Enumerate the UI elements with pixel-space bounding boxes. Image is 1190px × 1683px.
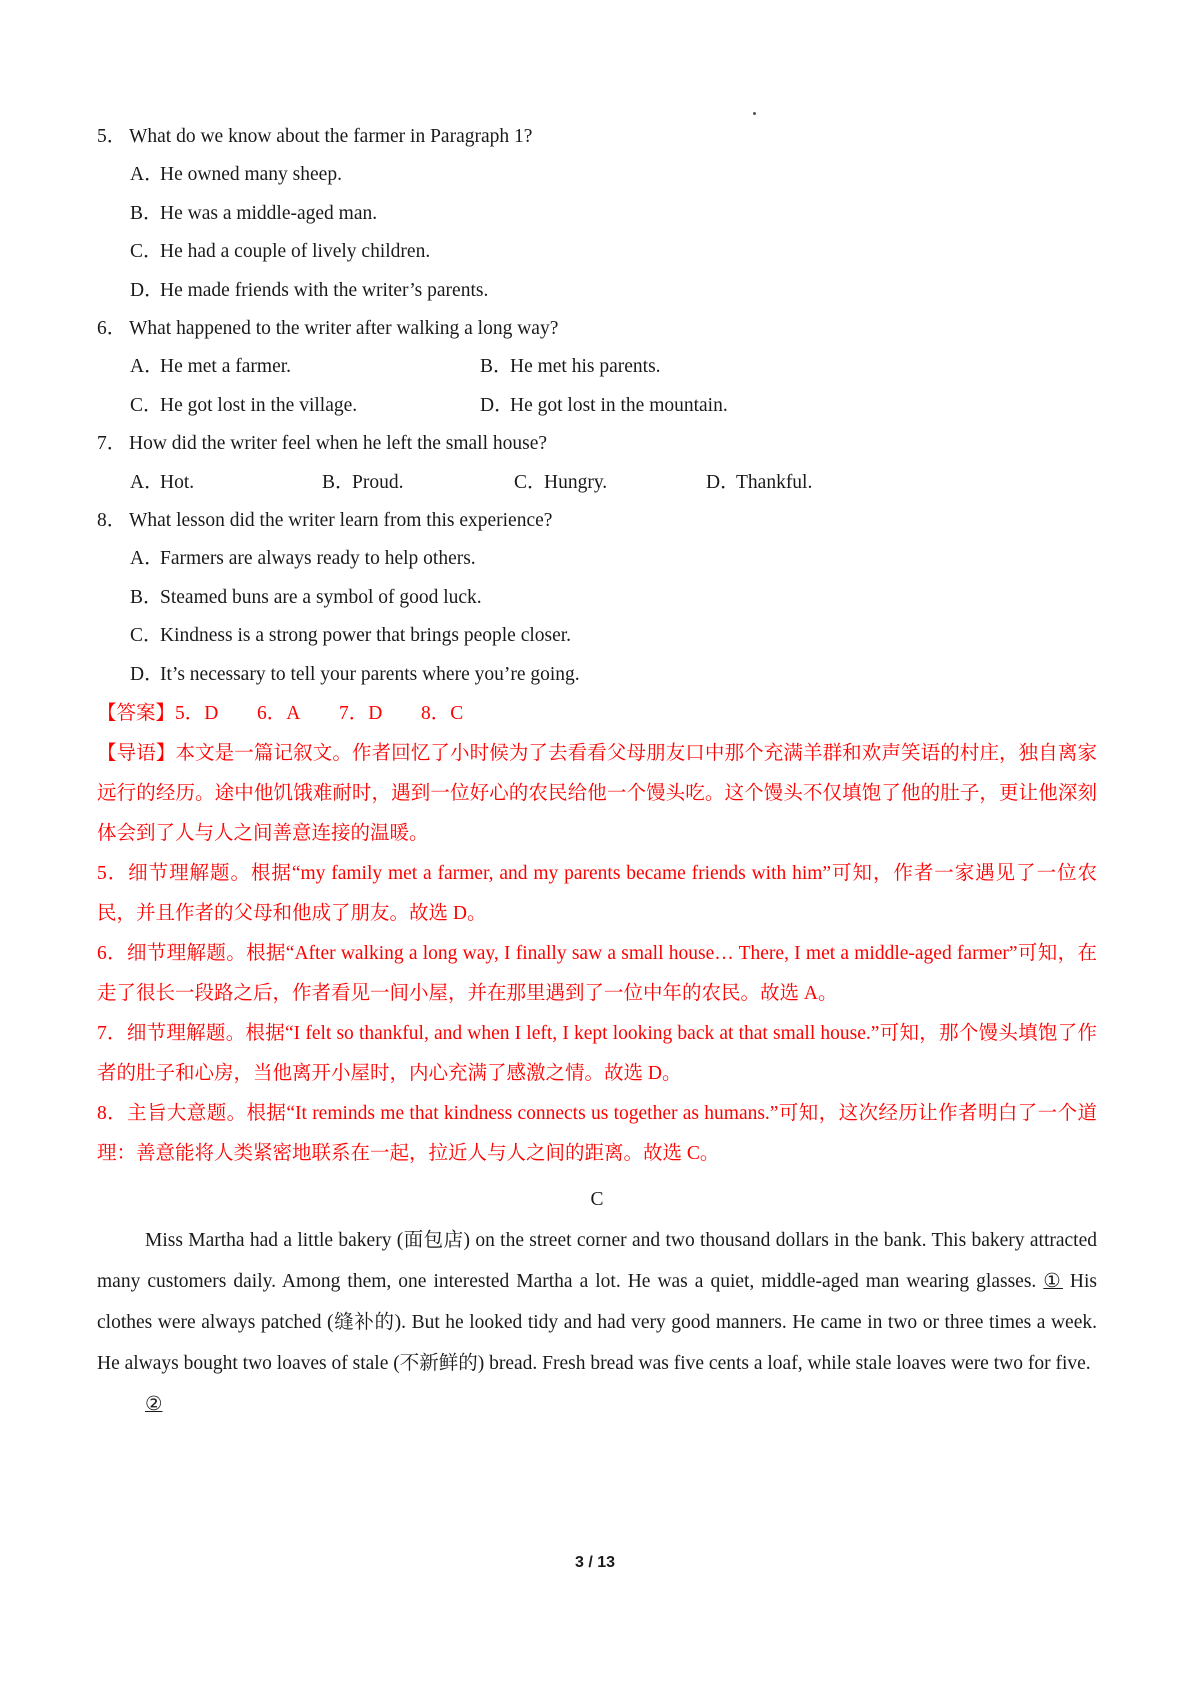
section-letter-c: C [590, 1189, 604, 1211]
question-6-option-c[interactable] [130, 387, 480, 425]
option-text: Farmers are always ready to help others. [160, 548, 476, 570]
explanation-type: 细节理解题。根据 [126, 943, 286, 965]
explanation-7 [97, 1014, 1097, 1094]
explanation-type: 细节理解题。根据 [126, 1023, 286, 1045]
blank-marker-2: ② [145, 1394, 163, 1416]
question-6-option-a[interactable] [130, 348, 480, 386]
question-8-option-c[interactable] [97, 617, 1097, 655]
option-text: He was a middle-aged man. [160, 202, 378, 224]
reading-passage-paragraph-2 [97, 1384, 1097, 1425]
question-8-option-a[interactable] [97, 540, 1097, 578]
question-8-option-d[interactable] [97, 656, 1097, 694]
question-7-stem [97, 425, 1097, 463]
option-text: Hot. [160, 471, 195, 493]
question-8-option-b[interactable] [97, 579, 1097, 617]
option-letter: B． [130, 586, 163, 608]
question-6-number: 6． [97, 318, 127, 340]
explanation-type: 细节理解题。根据 [128, 863, 292, 885]
explanation-5 [97, 854, 1097, 934]
option-text: He got lost in the village. [160, 394, 358, 416]
question-5-stem [97, 118, 1097, 156]
question-5-option-c[interactable] [97, 233, 1097, 271]
question-7-option-d[interactable] [706, 464, 898, 502]
explanation-8 [97, 1094, 1097, 1174]
option-letter: C． [514, 471, 547, 493]
question-6-options-row-1 [97, 348, 1097, 386]
question-5-number: 5． [97, 126, 127, 147]
option-text: Steamed buns are a symbol of good luck. [160, 586, 482, 608]
option-text: He met his parents. [510, 356, 661, 378]
question-6-option-b[interactable] [480, 348, 661, 386]
option-letter: C． [130, 394, 163, 416]
explanation-tail: 可知，那个馒头填饱了作者的肚子和心房，当他离开小屋时，内心充满了感激之情。故选 D。 [97, 1023, 1097, 1085]
page-number-label: 3 / 13 [574, 1554, 616, 1571]
option-text: Thankful. [736, 471, 813, 493]
answer-key-item-6: 6．A [257, 703, 301, 725]
option-text: He made friends with the writer’s parents. [160, 279, 489, 301]
lead-in-paragraph [97, 734, 1097, 854]
answer-key-item-7: 7．D [339, 703, 383, 725]
option-letter: C． [130, 241, 163, 263]
explanation-quote: “my family met a farmer, and my parents became friends with him” [291, 863, 832, 885]
blank-marker-1: ① [1043, 1271, 1063, 1293]
question-7-option-a[interactable] [130, 464, 322, 502]
passage-text-part-2: His clothes were always patched (缝补的). But he looked tidy and had very good manners. He came in two or three times a week. He always bought two loaves of stale (不新鲜的) bread. Fresh bread was five cents a loaf, while stale loaves were two for five. [97, 1271, 1098, 1375]
passage-text-part-1: Miss Martha had a little bakery (面包店) on the street corner and two thousand dollars in the bank. This bakery attracted many customers daily. Among them, one interested Martha a lot. He was a quiet, middle-aged man wearing glasses. [97, 1230, 1097, 1293]
answer-key-line [97, 694, 1097, 734]
option-letter: D． [130, 279, 164, 301]
lead-in-text: 本文是一篇记叙文。作者回忆了小时候为了去看看父母朋友口中那个充满羊群和欢声笑语的村庄，独自离家远行的经历。途中他饥饿难耐时，遇到一位好心的农民给他一个馒头吃。这个馒头不仅填饱了他的肚子，更让他深刻体会到了人与人之间善意连接的温暖。 [97, 743, 1097, 845]
option-text: Kindness is a strong power that brings people closer. [160, 625, 572, 647]
option-letter: B． [322, 471, 355, 493]
question-6-stem [97, 310, 1097, 348]
option-text: He owned many sheep. [160, 164, 342, 186]
explanation-type: 主旨大意题。根据 [127, 1103, 287, 1125]
explanation-number: 6． [97, 943, 127, 965]
explanation-6 [97, 934, 1097, 1014]
lead-in-label: 【导语】 [97, 743, 176, 765]
option-letter: D． [130, 663, 164, 685]
question-6-options-row-2 [97, 387, 1097, 425]
question-7-option-b[interactable] [322, 464, 514, 502]
page-footer [0, 1554, 1190, 1572]
answer-key-item-8: 8．C [421, 703, 464, 725]
question-8-number: 8． [97, 510, 127, 532]
explanation-tail: 可知，这次经历让作者明白了一个道理：善意能将人类紧密地联系在一起，拉近人与人之间的距离。故选 C。 [97, 1103, 1097, 1165]
question-8-stem [97, 502, 1097, 540]
question-5-option-b[interactable] [97, 195, 1097, 233]
option-letter: D． [706, 471, 740, 493]
answer-key-label: 【答案】 [97, 703, 176, 725]
explanation-quote: “After walking a long way, I finally saw a small house… There, I met a middle-aged farmer” [285, 943, 1018, 965]
question-7-number: 7． [97, 433, 127, 455]
option-letter: A． [130, 356, 164, 378]
question-7-options-row [97, 464, 1097, 502]
explanation-quote: “It reminds me that kindness connects us together as humans.” [286, 1103, 779, 1125]
answer-key-item-5: 5．D [175, 703, 219, 725]
option-letter: A． [130, 471, 164, 493]
question-5-text: What do we know about the farmer in Paragraph 1? [129, 126, 533, 147]
option-text: He met a farmer. [160, 356, 292, 378]
option-letter: B． [130, 202, 163, 224]
explanation-quote: “I felt so thankful, and when I left, I kept looking back at that small house.” [285, 1023, 880, 1045]
reading-passage-paragraph-1 [97, 1220, 1097, 1384]
option-text: He got lost in the mountain. [510, 394, 728, 416]
page-content [97, 118, 1097, 1425]
question-5-option-d[interactable] [97, 272, 1097, 310]
option-letter: A． [130, 548, 164, 570]
question-7-text: How did the writer feel when he left the small house? [129, 433, 548, 455]
question-6-option-d[interactable] [480, 387, 728, 425]
option-text: It’s necessary to tell your parents where you’re going. [160, 663, 580, 685]
explanation-tail: 可知，作者一家遇见了一位农民，并且作者的父母和他成了朋友。故选 D。 [97, 863, 1097, 925]
option-letter: B． [480, 356, 513, 378]
question-5-option-a[interactable] [97, 156, 1097, 194]
stray-dot-mark [753, 112, 756, 115]
question-6-text: What happened to the writer after walking a long way? [129, 318, 559, 340]
option-text: Proud. [352, 471, 404, 493]
explanation-number: 8． [97, 1103, 128, 1125]
option-letter: D． [480, 394, 514, 416]
explanation-number: 7． [97, 1023, 127, 1045]
option-letter: C． [130, 625, 163, 647]
option-letter: A． [130, 164, 164, 186]
explanation-tail: 可知，在走了很长一段路之后，作者看见一间小屋，并在那里遇到了一位中年的农民。故选 A。 [97, 943, 1097, 1005]
option-text: Hungry. [544, 471, 608, 493]
question-7-option-c[interactable] [514, 464, 706, 502]
option-text: He had a couple of lively children. [160, 241, 431, 263]
question-8-text: What lesson did the writer learn from this experience? [129, 510, 553, 532]
explanation-number: 5． [97, 863, 129, 885]
